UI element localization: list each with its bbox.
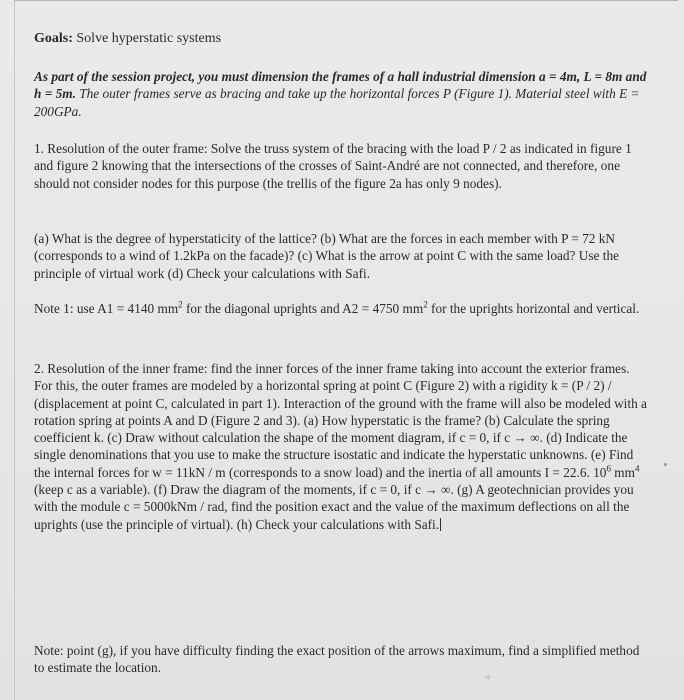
section2-sup2: 4 <box>634 463 640 474</box>
section2-pre: 2. Resolution of the inner frame: find the inner forces of the inner frame taking into account the exterior frames. For this, the outer frames are modeled by a horizontal spring at point C (Figure 2) with a rigidity k = (P / 2) / (displacement at point C, calculated in part 1). Interaction of the ground with the frame will also be modeled with a rotation spring at points A and D (Figure 2 and 3). (a) How hyperstatic is the frame? (b) Calculate the spring coefficient k. (c) Draw without calculation the shape of the moment diagram, if c = 0, if c → ∞. (d) Indicate the single denominations that you use to make the structure isostatic and indicate the hyperstatic unknowns. (e) Find the internal forces for w = 11kN / m (corresponds to a snow load) and the inertia of all amounts I = 22.6. 10 <box>34 361 647 480</box>
section1-paragraph: 1. Resolution of the outer frame: Solve the truss system of the bracing with the load P / 2 as indicated in figure 1 and figure 2 knowing that the intersections of the crosses of Saint-André are not connected, and therefore, one should not consider nodes for this purpose (the trellis of the figure 2a has only 9 nodes). <box>34 141 632 191</box>
note1-post: for the uprights horizontal and vertical. <box>427 301 640 316</box>
intro-bold-part: As part of the session project, you must dimension the frames of a hall industrial dimension a = 4m, L = 8m and h = 5m. <box>34 69 647 102</box>
section2-paragraph[interactable] <box>34 360 650 533</box>
page-border-top <box>14 0 678 1</box>
goals-heading <box>34 30 650 47</box>
page-border-left <box>14 0 15 700</box>
goals-label: Goals: <box>34 31 73 46</box>
note1-pre: Note 1: use A1 = 4140 mm <box>34 301 179 316</box>
note1-paragraph <box>34 300 650 317</box>
faint-plus-mark: + <box>484 672 493 683</box>
section1-questions: (a) What is the degree of hyperstaticity of the lattice? (b) What are the forces in each member with P = 72 kN (corresponds to a wind of 1.2kPa on the facade)? (c) What is the arrow at point C with the same load? Use the principle of virtual work (d) Check your calculations with Safi. <box>34 231 620 281</box>
note2-paragraph: Note: point (g), if you have difficulty finding the exact position of the arrows maximum, find a simplified method to estimate the location. <box>34 643 640 676</box>
section2-sup1: 6 <box>606 463 611 474</box>
intro-paragraph <box>34 68 650 120</box>
text-cursor <box>440 518 441 531</box>
note1-mid: for the diagonal uprights and A2 = 4750 mm <box>182 301 424 316</box>
note1-sup2: 2 <box>423 299 428 310</box>
margin-dot <box>664 463 667 466</box>
intro-rest: The outer frames serve as bracing and take up the horizontal forces P (Figure 1). Material steel with E = 200GPa. <box>34 86 640 119</box>
section2-post: (keep c as a variable). (f) Draw the diagram of the moments, if c = 0, if c → ∞. (g) A geotechnician provides you with the module c = 5000kNm / rad, find the position exact and the value of the maximum deflections on all the uprights (use the principle of virtual). (h) Check your calculations with Safi. <box>34 482 634 532</box>
section2-mid: mm <box>610 464 635 480</box>
goals-text: Solve hyperstatic systems <box>72 31 222 46</box>
note1-sup1: 2 <box>178 299 183 310</box>
